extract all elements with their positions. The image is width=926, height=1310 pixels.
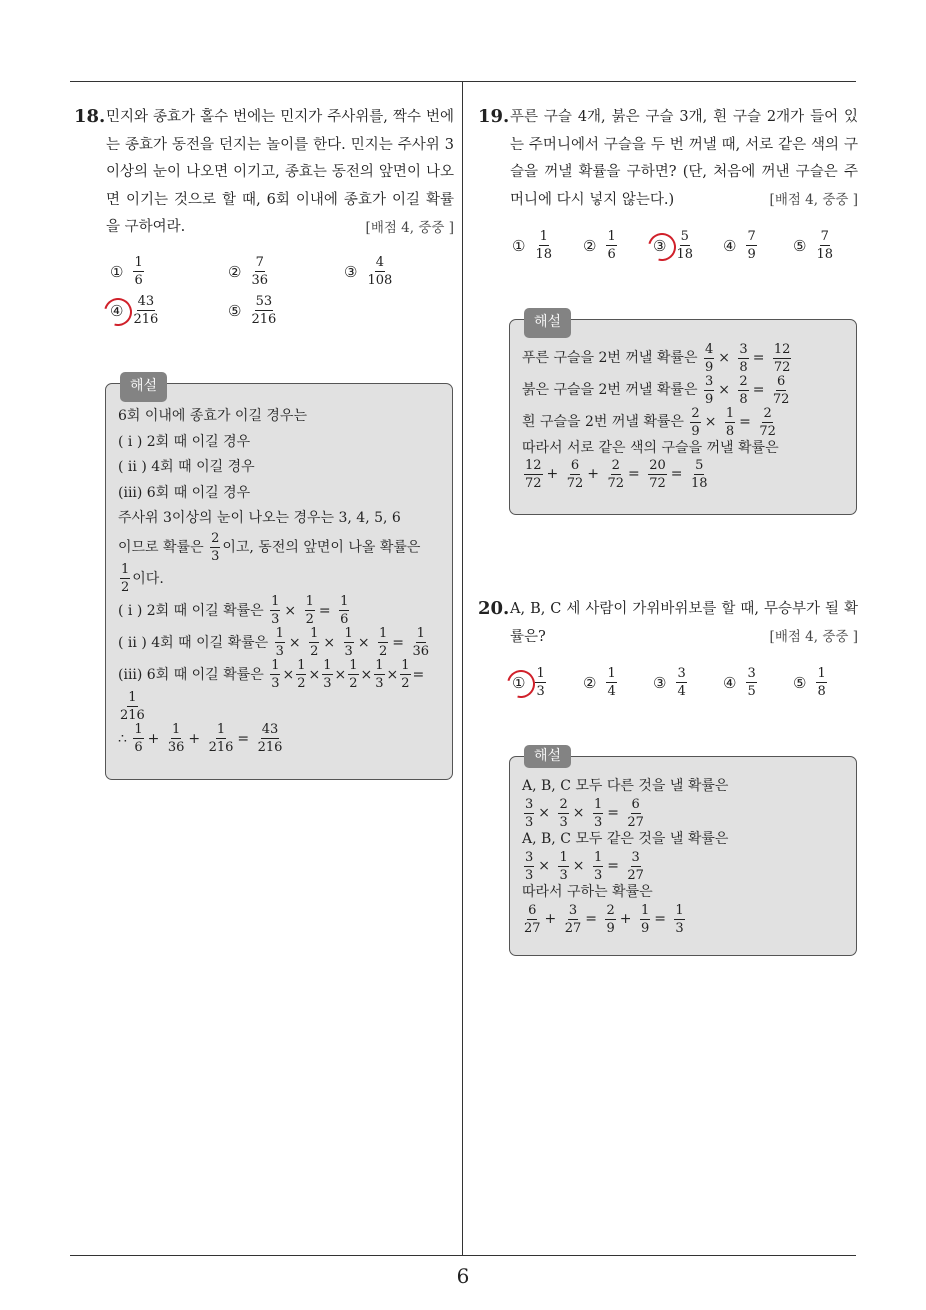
bottom-rule	[70, 1255, 856, 1256]
solution-line: ∴ $\frac{1}{6}$ + $\frac{1}{36}$ + $\frac{1}{216}$ = $\frac{43}{216}$	[118, 722, 283, 755]
solution-line: $\frac{1}{2}$ 이다.	[121, 562, 164, 595]
solution-line: ( i ) 2회 때 이길 확률은 $\frac{1}{3}$ × $\frac{1}{2}$ = $\frac{1}{6}$	[118, 594, 349, 627]
q20-choice-5[interactable]: ⑤ $\frac{1}{8}$	[793, 666, 826, 699]
solution-label: 해설	[120, 372, 167, 402]
solution-line: 흰 구슬을 2번 꺼낼 확률은 $\frac{2}{9}$ × $\frac{1}{8}$ = $\frac{2}{72}$	[522, 405, 776, 439]
solution-line: A, B, C 모두 같은 것을 낼 확률은	[522, 831, 729, 847]
question-18	[106, 104, 454, 242]
solution-line: 따라서 구하는 확률은	[522, 884, 653, 900]
question-20-tag: [배점 4, 중중 ]	[769, 629, 858, 645]
q19-choice-1[interactable]: ① $\frac{1}{18}$	[512, 229, 552, 262]
solution-label: 해설	[524, 745, 571, 768]
q20-solution-box	[509, 748, 857, 956]
solution-label: 해설	[524, 308, 571, 338]
solution-line: A, B, C 모두 다른 것을 낼 확률은	[522, 778, 729, 794]
solution-line: 이므로 확률은 $\frac{2}{3}$ 이고, 동전의 앞면이 나올 확률은	[118, 530, 421, 564]
q20-choice-3[interactable]: ③ $\frac{3}{4}$	[653, 666, 686, 699]
solution-line: ( i ) 2회 때 이길 경우	[118, 433, 251, 450]
q18-choice-3[interactable]: ③ $\frac{4}{108}$	[344, 255, 393, 288]
q18-choice-4[interactable]: ④ $\frac{43}{216}$	[110, 294, 159, 327]
solution-line: 따라서 서로 같은 색의 구슬을 꺼낼 확률은	[522, 440, 779, 456]
q19-choice-5[interactable]: ⑤ $\frac{7}{18}$	[793, 229, 833, 262]
solution-line: $\frac{3}{3}$ × $\frac{2}{3}$ × $\frac{1}{3}$ = $\frac{6}{27}$	[525, 796, 644, 830]
solution-line: $\frac{12}{72}$ + $\frac{6}{72}$ + $\frac{2}{72}$ = $\frac{20}{72}$ = $\frac{5}{18}$	[525, 457, 708, 491]
question-19-tag: [배점 4, 중중 ]	[769, 192, 858, 208]
question-18-tag: [배점 4, 중중 ]	[365, 219, 454, 236]
solution-line: 푸른 구슬을 2번 꺼낼 확률은 $\frac{4}{9}$ × $\frac{3}{8}$ = $\frac{12}{72}$	[522, 341, 791, 375]
solution-line: (iii) 6회 때 이길 확률은 $\frac{1}{3}$ × $\frac{1}{2}$ × $\frac{1}{3}$ × $\frac{1}{2}$ × $\frac{1}{3}$ × $\frac{1}{2}$ =	[118, 658, 425, 691]
question-19-text: 푸른 구슬 4개, 붉은 구슬 3개, 흰 구슬 2개가 들어 있는 주머니에서 구슬을 두 번 꺼낼 때, 서로 같은 색의 구슬을 꺼낼 확률을 구하면? (단, 처음에 꺼낸 구슬은 주머니에 다시 넣지 않는다.)	[510, 109, 858, 208]
solution-line: $\frac{6}{27}$ + $\frac{3}{27}$ = $\frac{2}{9}$ + $\frac{1}{9}$ = $\frac{1}{3}$	[524, 902, 684, 936]
solution-line: 붉은 구슬을 2번 꺼낼 확률은 $\frac{3}{9}$ × $\frac{2}{8}$ = $\frac{6}{72}$	[522, 373, 790, 407]
solution-line: 주사위 3이상의 눈이 나오는 경우는 3, 4, 5, 6	[118, 510, 401, 526]
question-19-number: 19.	[478, 106, 510, 127]
solution-line: $\frac{3}{3}$ × $\frac{1}{3}$ × $\frac{1}{3}$ = $\frac{3}{27}$	[525, 849, 644, 883]
q20-choice-2[interactable]: ② $\frac{1}{4}$	[583, 666, 616, 699]
q20-choice-1[interactable]: ① $\frac{1}{3}$	[512, 666, 545, 699]
q18-solution-box	[105, 378, 453, 780]
solution-line: ( ii ) 4회 때 이길 경우	[118, 459, 255, 475]
q19-choice-2[interactable]: ② $\frac{1}{6}$	[583, 229, 616, 262]
question-18-number: 18.	[74, 106, 106, 127]
q18-choice-2[interactable]: ② $\frac{7}{36}$	[228, 255, 268, 288]
column-divider	[462, 81, 463, 1256]
q18-choice-1[interactable]: ① $\frac{1}{6}$	[110, 255, 143, 288]
q18-choice-5[interactable]: ⑤ $\frac{53}{216}$	[228, 294, 277, 327]
question-20-number: 20.	[478, 598, 510, 619]
q19-choice-4[interactable]: ④ $\frac{7}{9}$	[723, 229, 756, 262]
question-20	[510, 596, 858, 652]
question-18-text: 민지와 종효가 홀수 번에는 민지가 주사위를, 짝수 번에는 종효가 동전을 던지는 놀이를 한다. 민지는 주사위 3이상의 눈이 나오면 이기고, 종효는 동전의 앞면이 나오면 이기는 것으로 할 때, 6회 이내에 종효가 이길 확률을 구하여라.	[106, 109, 454, 235]
q19-choice-3[interactable]: ③ $\frac{5}{18}$	[653, 229, 693, 262]
solution-line: (iii) 6회 때 이길 경우	[118, 484, 251, 501]
question-19	[510, 104, 858, 215]
top-rule	[70, 81, 856, 82]
page-number: 6	[456, 1264, 470, 1288]
q19-solution-box	[509, 314, 857, 515]
question-20-text: A, B, C 세 사람이 가위바위보를 할 때, 무승부가 될 확률은?	[510, 601, 858, 645]
solution-line: 6회 이내에 종효가 이길 경우는	[118, 408, 307, 424]
solution-line: ( ii ) 4회 때 이길 확률은 $\frac{1}{3}$ × $\frac{1}{2}$ × $\frac{1}{3}$ × $\frac{1}{2}$ = $\frac{1}{36}$	[118, 626, 430, 659]
q20-choice-4[interactable]: ④ $\frac{3}{5}$	[723, 666, 756, 699]
solution-line: $\frac{1}{216}$	[120, 690, 145, 723]
